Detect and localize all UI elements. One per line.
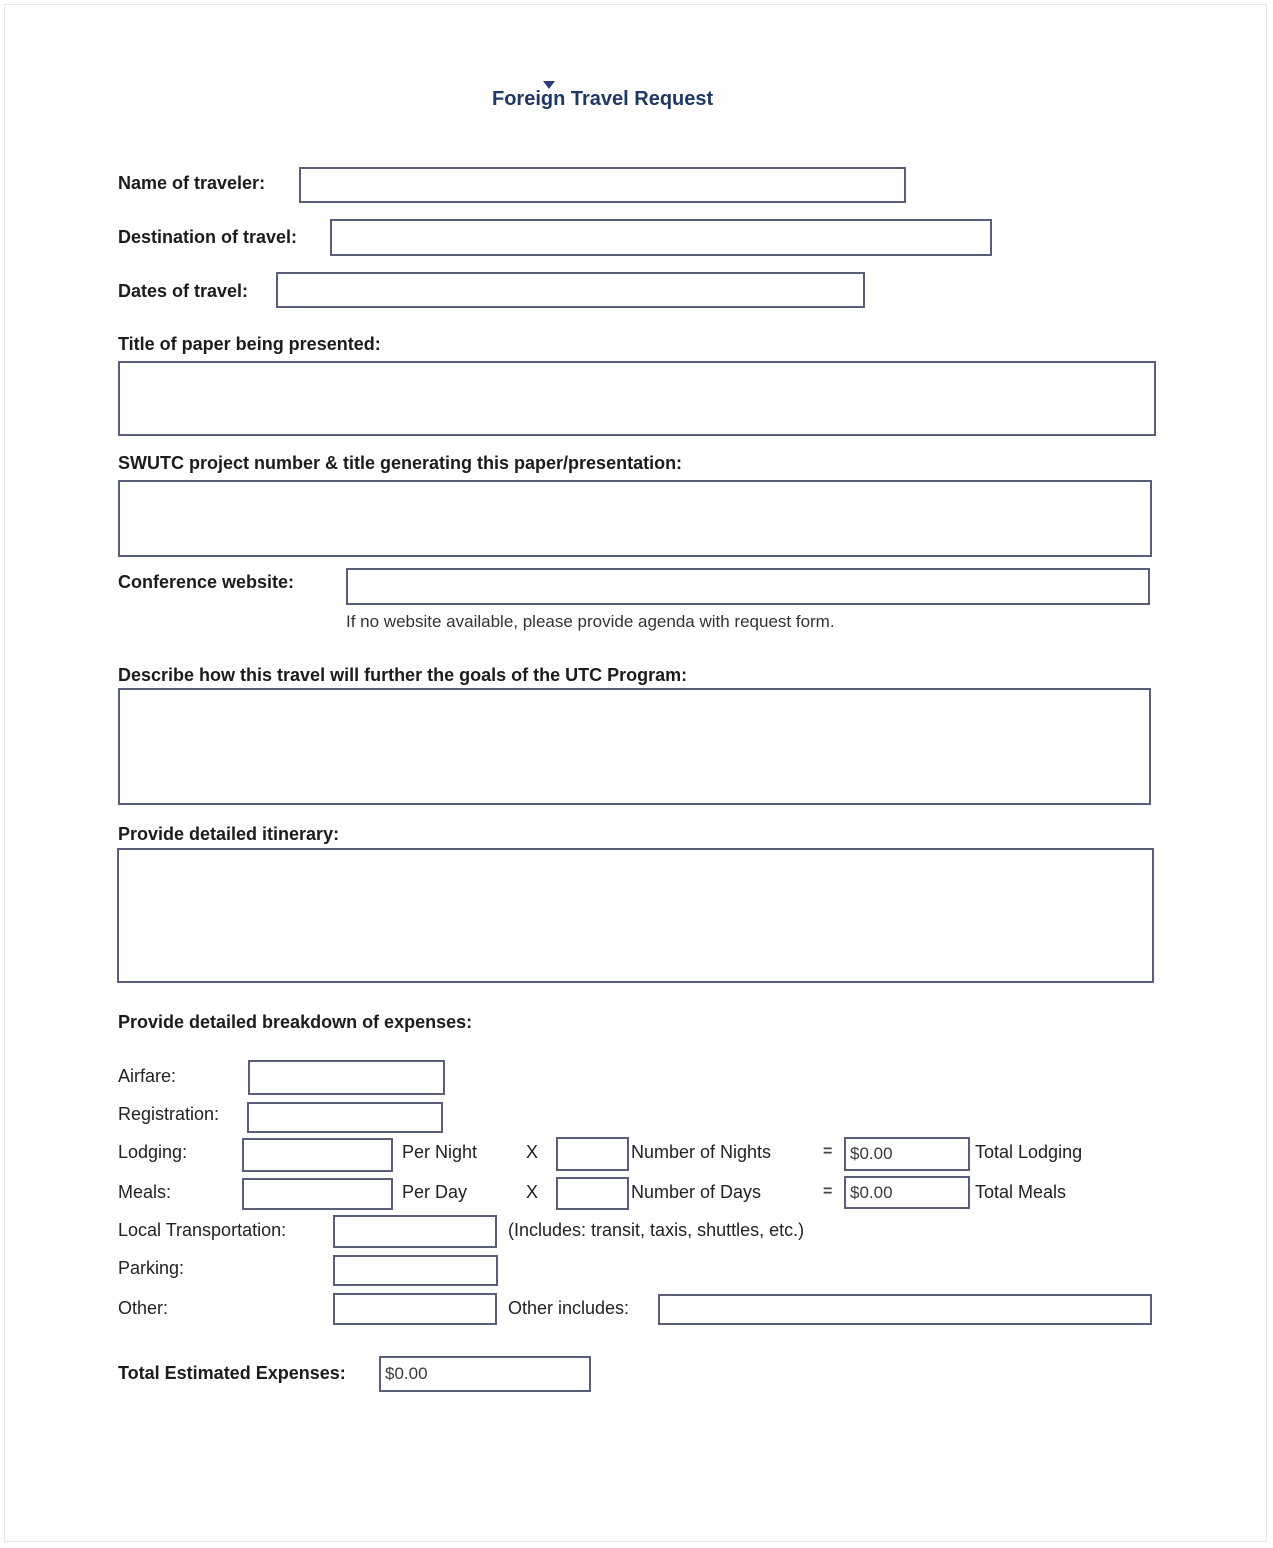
number-of-nights-label: Number of Nights (631, 1142, 772, 1162)
itinerary-label: Provide detailed itinerary: (118, 824, 340, 844)
total-lodging-input[interactable] (844, 1137, 970, 1171)
project-input[interactable] (118, 480, 1152, 557)
lodging-per-night-input[interactable] (242, 1138, 393, 1172)
number-of-days-label: Number of Days (631, 1182, 762, 1202)
parking-label: Parking: (118, 1258, 185, 1278)
name-label: Name of traveler: (118, 173, 266, 193)
website-input[interactable] (346, 568, 1150, 605)
equals-symbol: = (823, 1183, 833, 1200)
local-transport-label: Local Transportation: (118, 1220, 287, 1240)
meals-label: Meals: (118, 1182, 172, 1202)
per-night-label: Per Night (402, 1142, 478, 1162)
parking-input[interactable] (333, 1255, 498, 1286)
goals-label: Describe how this travel will further the goals of the UTC Program: (118, 665, 688, 685)
total-meals-input[interactable] (844, 1176, 970, 1209)
lodging-label: Lodging: (118, 1142, 188, 1162)
airfare-input[interactable] (248, 1060, 445, 1095)
total-expenses-input[interactable] (379, 1356, 591, 1392)
airfare-label: Airfare: (118, 1066, 177, 1086)
itinerary-input[interactable] (117, 848, 1154, 983)
goals-input[interactable] (118, 688, 1151, 805)
number-of-nights-input[interactable] (556, 1137, 629, 1171)
local-transport-input[interactable] (333, 1215, 497, 1248)
equals-symbol: = (823, 1143, 833, 1160)
destination-input[interactable] (330, 219, 992, 256)
other-includes-input[interactable] (658, 1294, 1152, 1325)
destination-label: Destination of travel: (118, 227, 298, 247)
other-input[interactable] (333, 1293, 497, 1325)
project-label: SWUTC project number & title generating this paper/presentation: (118, 453, 683, 473)
meals-per-day-input[interactable] (242, 1178, 393, 1210)
other-includes-label: Other includes: (508, 1298, 630, 1318)
name-input[interactable] (299, 167, 906, 203)
registration-label: Registration: (118, 1104, 220, 1124)
times-symbol: X (526, 1142, 539, 1162)
paper-title-label: Title of paper being presented: (118, 334, 381, 354)
other-label: Other: (118, 1298, 169, 1318)
total-expenses-label: Total Estimated Expenses: (118, 1363, 346, 1383)
website-note: If no website available, please provide agenda with request form. (346, 612, 835, 631)
dates-label: Dates of travel: (118, 281, 249, 301)
registration-input[interactable] (247, 1102, 443, 1133)
expenses-heading: Provide detailed breakdown of expenses: (118, 1012, 473, 1032)
number-of-days-input[interactable] (556, 1177, 629, 1210)
times-symbol: X (526, 1182, 539, 1202)
total-lodging-label: Total Lodging (975, 1142, 1083, 1162)
paper-title-input[interactable] (118, 361, 1156, 436)
dates-input[interactable] (276, 272, 865, 308)
total-meals-label: Total Meals (975, 1182, 1067, 1202)
website-label: Conference website: (118, 572, 295, 592)
per-day-label: Per Day (402, 1182, 468, 1202)
local-transport-note: (Includes: transit, taxis, shuttles, etc.) (508, 1220, 805, 1240)
page-title: Foreign Travel Request (492, 88, 714, 110)
